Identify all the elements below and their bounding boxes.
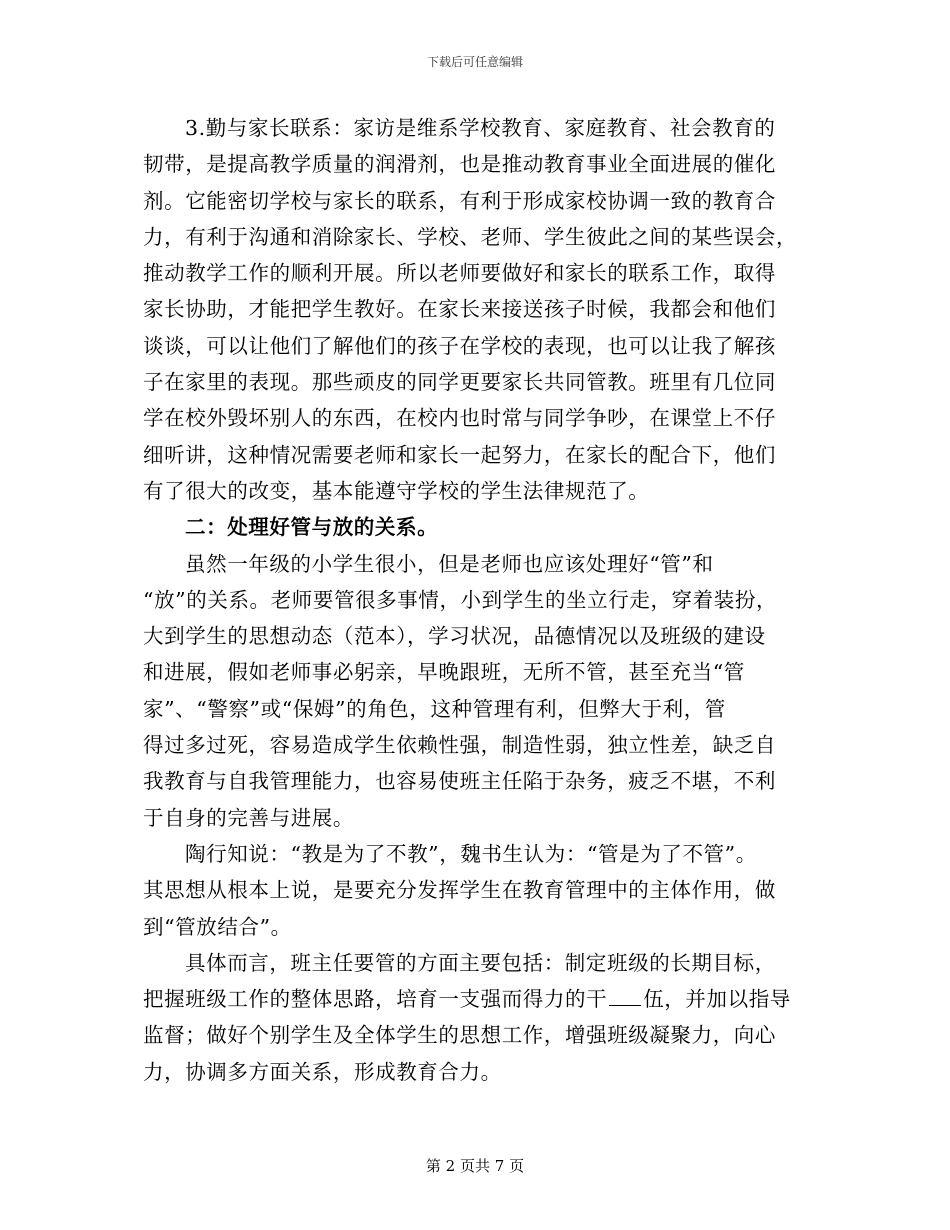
text-line: 到“管放结合”。 [143, 914, 292, 939]
text-line: 有了很大的改变，基本能遵守学校的学生法律规范了。 [143, 478, 650, 503]
text-line: 得过多过死，容易造成学生依赖性强，制造性弱，独立性差，缺乏自 [143, 733, 776, 758]
text-line: 虽然一年级的小学生很小，但是老师也应该处理好“管”和 [185, 551, 714, 576]
text-line: 具体而言，班主任要管的方面主要包括：制定班级的长期目标， [185, 950, 776, 975]
text-line: 谈谈，可以让他们了解他们的孩子在学校的表现，也可以让我了解孩 [143, 333, 776, 358]
text-line: 剂。它能密切学校与家长的联系，有利于形成家校协调一致的教育合 [143, 188, 776, 213]
text-line: 韧带，是提高教学质量的润滑剂，也是推动教育事业全面进展的催化 [143, 152, 776, 177]
text-line: 监督；做好个别学生及全体学生的思想工作，增强班级凝聚力，向心 [143, 1023, 776, 1048]
text-line: 家长协助，才能把学生教好。在家长来接送孩子时候，我都会和他们 [143, 297, 776, 322]
text-line: 细听讲，这种情况需要老师和家长一起努力，在家长的配合下，他们 [143, 442, 776, 467]
section-heading: 二：处理好管与放的关系。 [185, 515, 439, 540]
text-line: 家”、“警察”或“保姆”的角色，这种管理有利，但弊大于利，管 [143, 696, 726, 721]
text-line: 3.勤与家长联系：家访是维系学校教育、家庭教育、社会教育的 [185, 116, 776, 140]
page-number: 第 2 页共 7 页 [425, 1157, 525, 1175]
text-line: 其思想从根本上说，是要充分发挥学生在教育管理中的主体作用，做 [143, 878, 776, 903]
text-line: 于自身的完善与进展。 [143, 805, 354, 830]
text-line: 子在家里的表现。那些顽皮的同学更要家长共同管教。班里有几位同 [143, 370, 776, 395]
text-line: 学在校外毁坏别人的东西，在校内也时常与同学争吵，在课堂上不仔 [143, 406, 776, 431]
text-line: 力，协调多方面关系，形成教育合力。 [143, 1059, 502, 1084]
document-body [143, 110, 811, 1090]
text-line: 力，有利于沟通和消除家长、学校、老师、学生彼此之间的某些误会， [143, 224, 798, 249]
text-line: 推动教学工作的顺利开展。所以老师要做好和家长的联系工作，取得 [143, 261, 776, 286]
text-line-with-blank [143, 981, 811, 1017]
fill-in-blank [609, 985, 641, 1006]
text-line: “放”的关系。老师要管很多事情，小到学生的坐立行走，穿着装扮， [143, 587, 778, 612]
text-line: 我教育与自我管理能力，也容易使班主任陷于杂务，疲乏不堪，不利 [143, 769, 776, 794]
text-line: 陶行知说：“教是为了不教”，魏书生认为：“管是为了不管”。 [185, 841, 757, 866]
text-segment: 把握班级工作的整体思路，培育一支强而得力的干 [143, 987, 608, 1012]
page-header: 下载后可任意编辑 [426, 55, 523, 69]
text-segment: 伍，并加以指导 [643, 987, 791, 1012]
text-line: 大到学生的思想动态（范本），学习状况，品德情况以及班级的建设 [143, 624, 766, 649]
text-line: 和进展，假如老师事必躬亲，早晚跟班，无所不管，甚至充当“管 [143, 660, 745, 685]
